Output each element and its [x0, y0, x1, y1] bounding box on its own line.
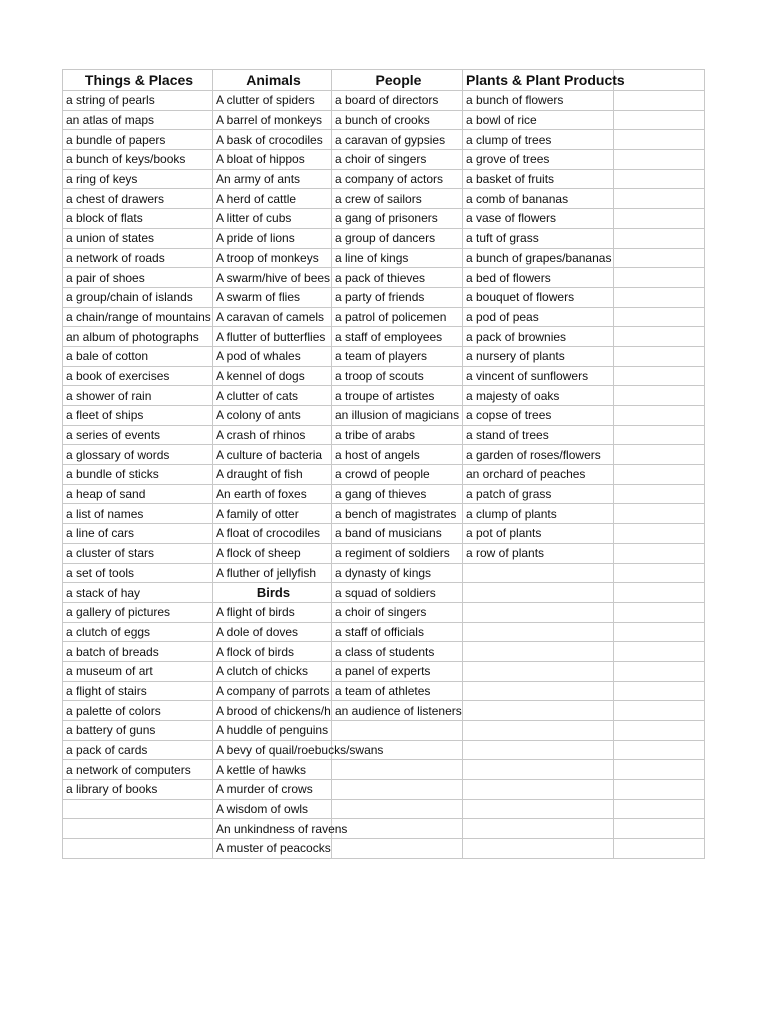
people-cell: a party of friends: [332, 287, 463, 307]
animals-cell: A float of crocodiles: [213, 524, 332, 544]
table-row: [63, 760, 705, 780]
plants-cell: [463, 740, 614, 760]
things-places-cell: a line of cars: [63, 524, 213, 544]
table-row: [63, 799, 705, 819]
table-row: [63, 602, 705, 622]
birds-subheading: Birds: [213, 583, 332, 603]
blank-cell: [614, 445, 705, 465]
blank-cell: [614, 110, 705, 130]
things-places-cell: a cluster of stars: [63, 543, 213, 563]
plants-cell: a bed of flowers: [463, 268, 614, 288]
people-cell: a line of kings: [332, 248, 463, 268]
plants-cell: [463, 701, 614, 721]
people-cell: a choir of singers: [332, 150, 463, 170]
table-row: [63, 622, 705, 642]
animals-cell: A company of parrots: [213, 681, 332, 701]
things-places-cell: [63, 839, 213, 859]
plants-cell: a vase of flowers: [463, 209, 614, 229]
animals-cell: A flutter of butterflies: [213, 327, 332, 347]
header-plants: Plants & Plant Products: [463, 70, 614, 91]
things-places-cell: a flight of stairs: [63, 681, 213, 701]
table-row: [63, 740, 705, 760]
animals-cell: A fluther of jellyfish: [213, 563, 332, 583]
people-cell: a group of dancers: [332, 228, 463, 248]
blank-cell: [614, 602, 705, 622]
table-row: [63, 583, 705, 603]
plants-cell: a bunch of flowers: [463, 91, 614, 111]
plants-cell: [463, 563, 614, 583]
things-places-cell: a bundle of sticks: [63, 465, 213, 485]
things-places-cell: a library of books: [63, 780, 213, 800]
people-cell: a patrol of policemen: [332, 307, 463, 327]
plants-cell: [463, 799, 614, 819]
animals-cell: A pride of lions: [213, 228, 332, 248]
things-places-cell: a set of tools: [63, 563, 213, 583]
plants-cell: [463, 760, 614, 780]
animals-cell: A bask of crocodiles: [213, 130, 332, 150]
blank-cell: [614, 346, 705, 366]
plants-cell: [463, 602, 614, 622]
animals-cell: A muster of peacocks: [213, 839, 332, 859]
table-row: [63, 543, 705, 563]
things-places-cell: a bale of cotton: [63, 346, 213, 366]
table-row: [63, 465, 705, 485]
people-cell: [332, 721, 463, 741]
plants-cell: a bouquet of flowers: [463, 287, 614, 307]
animals-cell: A flock of sheep: [213, 543, 332, 563]
things-places-cell: a stack of hay: [63, 583, 213, 603]
blank-cell: [614, 661, 705, 681]
things-places-cell: a shower of rain: [63, 386, 213, 406]
things-places-cell: a glossary of words: [63, 445, 213, 465]
things-places-cell: a pack of cards: [63, 740, 213, 760]
people-cell: [332, 839, 463, 859]
animals-cell: A flock of birds: [213, 642, 332, 662]
animals-cell: A flight of birds: [213, 602, 332, 622]
blank-cell: [614, 425, 705, 445]
blank-cell: [614, 169, 705, 189]
people-cell: [332, 780, 463, 800]
table-row: [63, 819, 705, 839]
blank-cell: [614, 248, 705, 268]
people-cell: a bench of magistrates: [332, 504, 463, 524]
people-cell: a gang of thieves: [332, 484, 463, 504]
plants-cell: a nursery of plants: [463, 346, 614, 366]
things-places-cell: a series of events: [63, 425, 213, 445]
blank-cell: [614, 189, 705, 209]
people-cell: a company of actors: [332, 169, 463, 189]
animals-cell: A brood of chickens/h: [213, 701, 332, 721]
blank-cell: [614, 386, 705, 406]
things-places-cell: [63, 819, 213, 839]
blank-cell: [614, 327, 705, 347]
people-cell: a dynasty of kings: [332, 563, 463, 583]
things-places-cell: a block of flats: [63, 209, 213, 229]
plants-cell: [463, 681, 614, 701]
table-row: [63, 406, 705, 426]
blank-cell: [614, 583, 705, 603]
animals-cell: A kennel of dogs: [213, 366, 332, 386]
blank-cell: [614, 91, 705, 111]
plants-cell: a bowl of rice: [463, 110, 614, 130]
plants-cell: a majesty of oaks: [463, 386, 614, 406]
blank-cell: [614, 130, 705, 150]
table-row: [63, 386, 705, 406]
blank-cell: [614, 839, 705, 859]
plants-cell: a basket of fruits: [463, 169, 614, 189]
table-row: [63, 287, 705, 307]
header-things-places: Things & Places: [63, 70, 213, 91]
plants-cell: [463, 839, 614, 859]
animals-cell: A swarm of flies: [213, 287, 332, 307]
people-cell: a panel of experts: [332, 661, 463, 681]
things-places-cell: a fleet of ships: [63, 406, 213, 426]
animals-cell: An earth of foxes: [213, 484, 332, 504]
animals-cell: A barrel of monkeys: [213, 110, 332, 130]
plants-cell: [463, 583, 614, 603]
plants-cell: [463, 721, 614, 741]
people-cell: a crew of sailors: [332, 189, 463, 209]
table-row: [63, 228, 705, 248]
table-row: [63, 721, 705, 741]
table-row: [63, 307, 705, 327]
things-places-cell: a pair of shoes: [63, 268, 213, 288]
people-cell: a class of students: [332, 642, 463, 662]
things-places-cell: a batch of breads: [63, 642, 213, 662]
people-cell: [332, 760, 463, 780]
table-row: [63, 268, 705, 288]
blank-cell: [614, 701, 705, 721]
table-row: [63, 642, 705, 662]
things-places-cell: [63, 799, 213, 819]
things-places-cell: a ring of keys: [63, 169, 213, 189]
animals-cell: A colony of ants: [213, 406, 332, 426]
things-places-cell: a palette of colors: [63, 701, 213, 721]
blank-cell: [614, 504, 705, 524]
plants-cell: a bunch of grapes/bananas: [463, 248, 614, 268]
table-row: [63, 780, 705, 800]
blank-cell: [614, 268, 705, 288]
animals-cell: A litter of cubs: [213, 209, 332, 229]
plants-cell: a clump of trees: [463, 130, 614, 150]
table-row: [63, 169, 705, 189]
things-places-cell: a heap of sand: [63, 484, 213, 504]
things-places-cell: an atlas of maps: [63, 110, 213, 130]
things-places-cell: a bunch of keys/books: [63, 150, 213, 170]
table-row: [63, 563, 705, 583]
blank-cell: [614, 563, 705, 583]
blank-cell: [614, 721, 705, 741]
people-cell: a staff of employees: [332, 327, 463, 347]
blank-cell: [614, 681, 705, 701]
people-cell: an illusion of magicians: [332, 406, 463, 426]
animals-cell: A bloat of hippos: [213, 150, 332, 170]
animals-cell: A pod of whales: [213, 346, 332, 366]
table-row: [63, 209, 705, 229]
header-blank: [614, 70, 705, 91]
animals-cell: An unkindness of ravens: [213, 819, 332, 839]
table-row: [63, 504, 705, 524]
animals-cell: A murder of crows: [213, 780, 332, 800]
plants-cell: [463, 780, 614, 800]
animals-cell: A swarm/hive of bees: [213, 268, 332, 288]
blank-cell: [614, 228, 705, 248]
table-row: [63, 839, 705, 859]
blank-cell: [614, 760, 705, 780]
things-places-cell: a clutch of eggs: [63, 622, 213, 642]
things-places-cell: a list of names: [63, 504, 213, 524]
people-cell: a bunch of crooks: [332, 110, 463, 130]
table-row: [63, 445, 705, 465]
people-cell: a team of athletes: [332, 681, 463, 701]
animals-cell: An army of ants: [213, 169, 332, 189]
plants-cell: a clump of plants: [463, 504, 614, 524]
animals-cell: A wisdom of owls: [213, 799, 332, 819]
plants-cell: a pot of plants: [463, 524, 614, 544]
table-row: [63, 661, 705, 681]
things-places-cell: a network of roads: [63, 248, 213, 268]
header-people: People: [332, 70, 463, 91]
people-cell: a team of players: [332, 346, 463, 366]
collective-nouns-table: [62, 69, 705, 859]
header-animals: Animals: [213, 70, 332, 91]
things-places-cell: a battery of guns: [63, 721, 213, 741]
plants-cell: a garden of roses/flowers: [463, 445, 614, 465]
animals-cell: A herd of cattle: [213, 189, 332, 209]
table-row: [63, 248, 705, 268]
animals-cell: A clutch of chicks: [213, 661, 332, 681]
blank-cell: [614, 484, 705, 504]
table-row: [63, 681, 705, 701]
plants-cell: a comb of bananas: [463, 189, 614, 209]
people-cell: a squad of soldiers: [332, 583, 463, 603]
animals-cell: A clutter of cats: [213, 386, 332, 406]
animals-cell: A draught of fish: [213, 465, 332, 485]
people-cell: a host of angels: [332, 445, 463, 465]
things-places-cell: an album of photographs: [63, 327, 213, 347]
people-cell: a choir of singers: [332, 602, 463, 622]
table-row: [63, 425, 705, 445]
things-places-cell: a string of pearls: [63, 91, 213, 111]
things-places-cell: a chain/range of mountains: [63, 307, 213, 327]
things-places-cell: a group/chain of islands: [63, 287, 213, 307]
people-cell: a staff of officials: [332, 622, 463, 642]
animals-cell: A dole of doves: [213, 622, 332, 642]
table-body: [63, 91, 705, 859]
things-places-cell: a union of states: [63, 228, 213, 248]
plants-cell: [463, 661, 614, 681]
blank-cell: [614, 622, 705, 642]
things-places-cell: a bundle of papers: [63, 130, 213, 150]
animals-cell: A crash of rhinos: [213, 425, 332, 445]
plants-cell: [463, 622, 614, 642]
blank-cell: [614, 524, 705, 544]
table-row: [63, 701, 705, 721]
table-row: [63, 327, 705, 347]
animals-cell: A culture of bacteria: [213, 445, 332, 465]
plants-cell: a row of plants: [463, 543, 614, 563]
people-cell: a regiment of soldiers: [332, 543, 463, 563]
table-row: [63, 110, 705, 130]
people-cell: a pack of thieves: [332, 268, 463, 288]
blank-cell: [614, 642, 705, 662]
animals-cell: A troop of monkeys: [213, 248, 332, 268]
people-cell: a troupe of artistes: [332, 386, 463, 406]
people-cell: an audience of listeners: [332, 701, 463, 721]
people-cell: a troop of scouts: [332, 366, 463, 386]
plants-cell: a grove of trees: [463, 150, 614, 170]
blank-cell: [614, 150, 705, 170]
plants-cell: a patch of grass: [463, 484, 614, 504]
plants-cell: a tuft of grass: [463, 228, 614, 248]
blank-cell: [614, 366, 705, 386]
animals-cell: A kettle of hawks: [213, 760, 332, 780]
people-cell: [332, 819, 463, 839]
plants-cell: [463, 642, 614, 662]
plants-cell: a copse of trees: [463, 406, 614, 426]
animals-cell: A bevy of quail/roebucks/swans: [213, 740, 332, 760]
blank-cell: [614, 287, 705, 307]
people-cell: a gang of prisoners: [332, 209, 463, 229]
table-row: [63, 130, 705, 150]
things-places-cell: a gallery of pictures: [63, 602, 213, 622]
people-cell: a caravan of gypsies: [332, 130, 463, 150]
animals-cell: A huddle of penguins: [213, 721, 332, 741]
table-row: [63, 484, 705, 504]
blank-cell: [614, 799, 705, 819]
people-cell: a board of directors: [332, 91, 463, 111]
plants-cell: a pod of peas: [463, 307, 614, 327]
blank-cell: [614, 307, 705, 327]
plants-cell: a vincent of sunflowers: [463, 366, 614, 386]
blank-cell: [614, 819, 705, 839]
people-cell: [332, 799, 463, 819]
blank-cell: [614, 543, 705, 563]
blank-cell: [614, 740, 705, 760]
blank-cell: [614, 209, 705, 229]
table-row: [63, 524, 705, 544]
blank-cell: [614, 780, 705, 800]
people-cell: a band of musicians: [332, 524, 463, 544]
table-row: [63, 150, 705, 170]
things-places-cell: a chest of drawers: [63, 189, 213, 209]
table-row: [63, 346, 705, 366]
collective-nouns-sheet: [62, 69, 704, 859]
header-row: [63, 70, 705, 91]
people-cell: a crowd of people: [332, 465, 463, 485]
blank-cell: [614, 406, 705, 426]
things-places-cell: a museum of art: [63, 661, 213, 681]
animals-cell: A family of otter: [213, 504, 332, 524]
table-row: [63, 189, 705, 209]
animals-cell: A caravan of camels: [213, 307, 332, 327]
table-row: [63, 366, 705, 386]
things-places-cell: a network of computers: [63, 760, 213, 780]
blank-cell: [614, 465, 705, 485]
plants-cell: [463, 819, 614, 839]
animals-cell: A clutter of spiders: [213, 91, 332, 111]
plants-cell: a stand of trees: [463, 425, 614, 445]
plants-cell: an orchard of peaches: [463, 465, 614, 485]
people-cell: a tribe of arabs: [332, 425, 463, 445]
things-places-cell: a book of exercises: [63, 366, 213, 386]
table-row: [63, 91, 705, 111]
plants-cell: a pack of brownies: [463, 327, 614, 347]
